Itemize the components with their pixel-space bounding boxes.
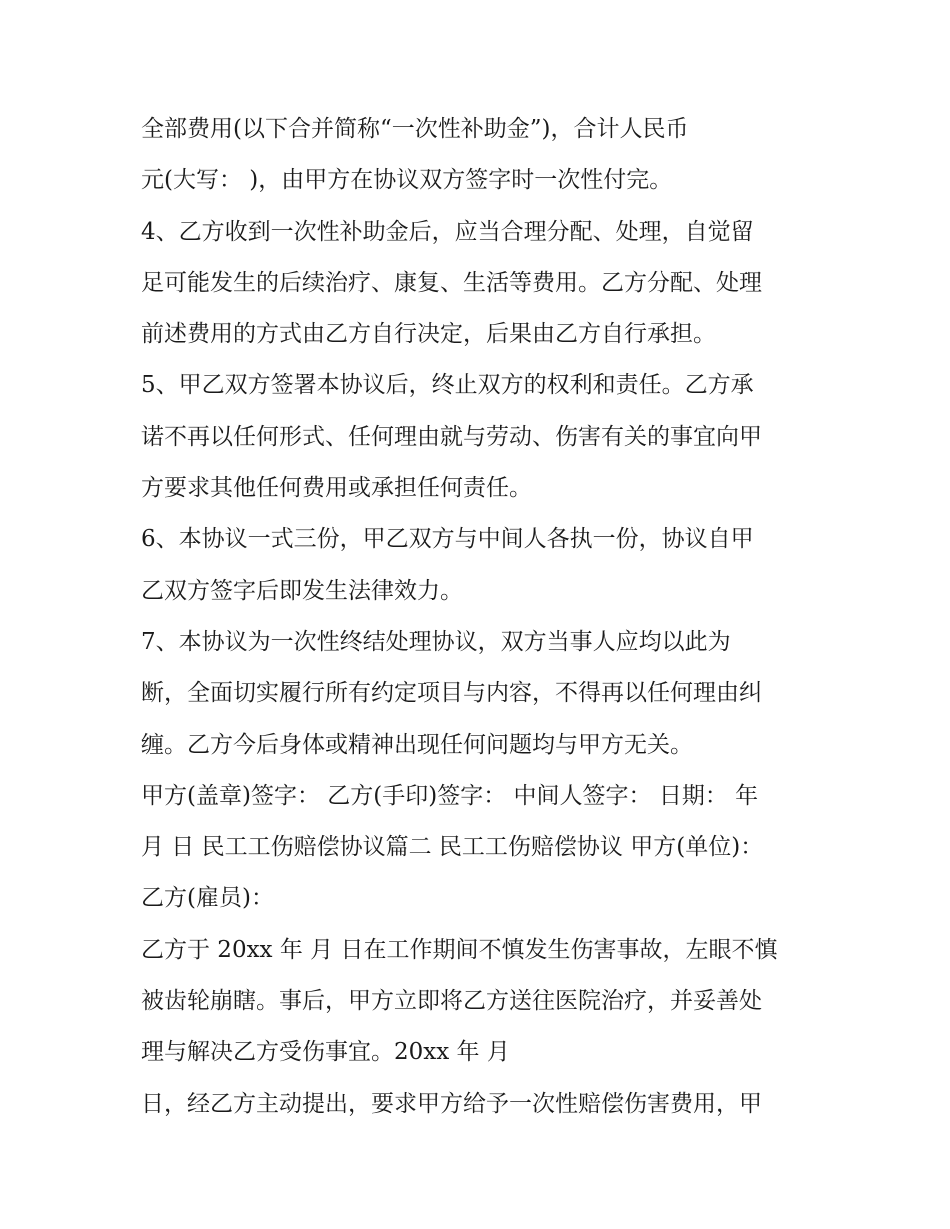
text-line: 日，经乙方主动提出，要求甲方给予一次性赔偿伤害费用，甲 <box>141 1090 762 1117</box>
text-line: 全部费用(以下合并简称“一次性补助金”)，合计人民币 <box>141 116 689 142</box>
text-line: 6、本协议一式三份，甲乙双方与中间人各执一份，协议自甲 <box>141 526 754 553</box>
text-line: 7、本协议为一次性终结处理协议，双方当事人应均以此为 <box>141 628 731 655</box>
text-line: 前述费用的方式由乙方自行决定，后果由乙方自行承担。 <box>141 321 716 348</box>
text-line: 5、甲乙双方签署本协议后，终止双方的权利和责任。乙方承 <box>141 372 754 399</box>
document-body <box>141 104 821 1130</box>
text-line: 缠。乙方今后身体或精神出现任何问题均与甲方无关。 <box>141 731 693 758</box>
text-line: 足可能发生的后续治疗、康复、生活等费用。乙方分配、处理 <box>141 269 762 296</box>
text-line: 方要求其他任何费用或承担任何责任。 <box>141 475 532 502</box>
text-line: 月 日 民工工伤赔偿协议篇二 民工工伤赔偿协议 甲方(单位)： <box>141 834 764 861</box>
text-line: 理与解决乙方受伤事宜。20xx 年 月 <box>141 1039 510 1066</box>
text-line: 乙双方签字后即发生法律效力。 <box>141 577 463 604</box>
text-line: 诺不再以任何形式、任何理由就与劳动、伤害有关的事宜向甲 <box>141 423 762 450</box>
text-line: 乙方(雇员)： <box>141 885 274 912</box>
text-line: 断，全面切实履行所有约定项目与内容，不得再以任何理由纠 <box>141 680 762 707</box>
text-line: 4、乙方收到一次性补助金后，应当合理分配、处理，自觉留 <box>141 218 754 245</box>
text-line: 甲方(盖章)签字： 乙方(手印)签字： 中间人签字： 日期： 年 <box>141 782 759 809</box>
text-line: 元(大写： )，由甲方在协议双方签字时一次性付完。 <box>141 167 673 194</box>
text-line: 乙方于 20xx 年 月 日在工作期间不慎发生伤害事故，左眼不慎 <box>141 936 778 963</box>
text-line: 被齿轮崩瞎。事后，甲方立即将乙方送往医院治疗，并妥善处 <box>141 988 762 1015</box>
